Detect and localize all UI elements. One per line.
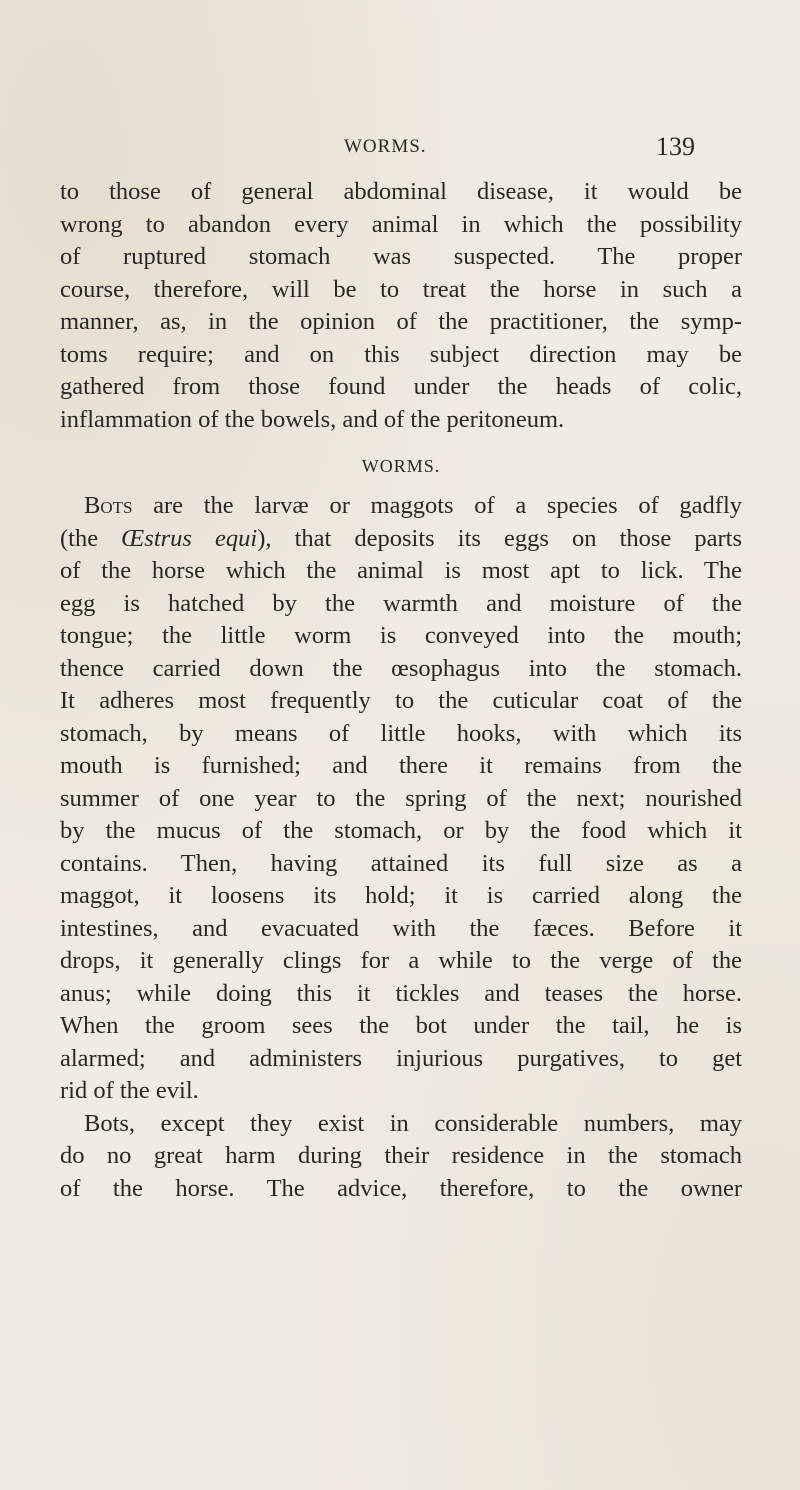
text-line: Bots, except they exist in considerable numbers, may bbox=[84, 1109, 742, 1137]
text-line: to those of general abdominal disease, it would be bbox=[60, 178, 742, 205]
text-line: anus; while doing this it tickles and teases the horse. bbox=[60, 979, 742, 1007]
text-line: When the groom sees the bot under the tail, he is bbox=[60, 1012, 742, 1039]
text-line: do no great harm during their residence in the stomach bbox=[60, 1142, 742, 1169]
body-text bbox=[60, 176, 742, 1205]
text-line: wrong to abandon every animal in which the possibility bbox=[60, 210, 742, 238]
text-run: are the larvæ or maggots of a species of gadfly bbox=[132, 492, 742, 519]
intro-paragraph bbox=[60, 176, 742, 436]
text-line: egg is hatched by the warmth and moisture of the bbox=[60, 589, 742, 617]
closing-paragraph bbox=[60, 1108, 742, 1206]
text-run: (the bbox=[60, 524, 122, 552]
text-line bbox=[60, 523, 742, 556]
text-line: contains. Then, having attained its full size as a bbox=[60, 849, 742, 877]
text-line: manner, as, in the opinion of the practitioner, the symp- bbox=[60, 308, 742, 335]
text-line: of the horse which the animal is most apt to lick. The bbox=[60, 557, 742, 584]
running-head bbox=[0, 132, 800, 172]
text-run: ), that deposits its eggs on those parts bbox=[257, 524, 742, 552]
text-line bbox=[60, 490, 742, 523]
text-line: drops, it generally clings for a while to the verge of the bbox=[60, 947, 742, 974]
text-line: thence carried down the œsophagus into the stomach. bbox=[60, 654, 742, 682]
species-name: Œstrus equi bbox=[121, 524, 258, 552]
text-line: of the horse. The advice, therefore, to the owner bbox=[60, 1174, 742, 1202]
text-line: summer of one year to the spring of the next; nourished bbox=[60, 784, 742, 812]
text-line: mouth is furnished; and there it remains from the bbox=[60, 752, 742, 779]
text-line: rid of the evil. bbox=[60, 1077, 199, 1104]
text-line: maggot, it loosens its hold; it is carried along the bbox=[60, 882, 742, 909]
text-line: It adheres most frequently to the cuticular coat of the bbox=[60, 687, 742, 714]
page-number: 139 bbox=[656, 132, 695, 161]
text-line: inflammation of the bowels, and of the peritoneum. bbox=[60, 405, 565, 433]
lead-word: Bots bbox=[84, 492, 133, 519]
section-heading: WORMS. bbox=[361, 456, 441, 476]
text-line: tongue; the little worm is conveyed into the mouth; bbox=[60, 622, 742, 649]
text-line: gathered from those found under the heads of colic, bbox=[60, 373, 742, 400]
text-line: intestines, and evacuated with the fæces. Before it bbox=[60, 914, 742, 942]
text-line: stomach, by means of little hooks, with which its bbox=[60, 719, 742, 747]
text-line: course, therefore, will be to treat the horse in such a bbox=[60, 275, 742, 303]
bots-paragraph bbox=[60, 490, 742, 1108]
text-line: of ruptured stomach was suspected. The proper bbox=[60, 243, 742, 270]
running-head-title: WORMS. bbox=[344, 136, 427, 157]
text-line: by the mucus of the stomach, or by the food which it bbox=[60, 817, 742, 844]
text-line: alarmed; and administers injurious purgatives, to get bbox=[60, 1044, 742, 1072]
text-line: toms require; and on this subject direction may be bbox=[60, 340, 742, 368]
